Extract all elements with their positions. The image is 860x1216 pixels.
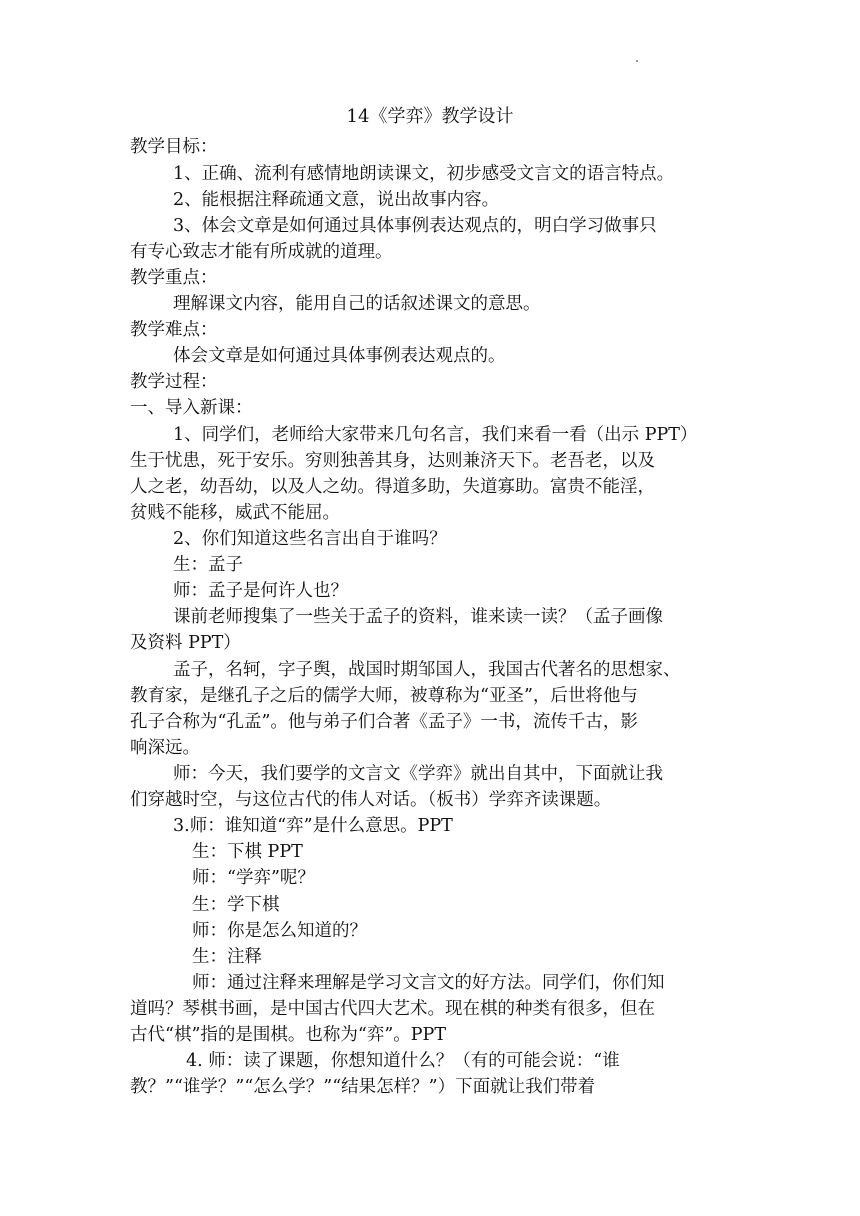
document-title: 14《学弈》教学设计 — [346, 106, 514, 127]
difficulty-text: 体会文章是如何通过具体事例表达观点的。 — [173, 346, 506, 366]
paragraph-line: 教育家，是继孔子之后的儒学大师，被尊称为“亚圣”，后世将他与 — [130, 686, 638, 706]
paragraph-line: 响深远。 — [130, 738, 200, 758]
objective-1: 1、正确、流利有感情地朗读课文，初步感受文言文的语言特点。 — [173, 164, 675, 184]
paragraph-line: 4. 师：读了课题，你想知道什么？（有的可能会说：“谁 — [186, 1051, 620, 1071]
paragraph-line: 们穿越时空，与这位古代的伟人对话。（板书）学弈齐读课题。 — [130, 790, 612, 810]
objective-3-cont: 有专心致志才能有所成就的道理。 — [130, 242, 393, 262]
paragraph-line: 师：今天，我们要学的文言文《学弈》就出自其中，下面就让我 — [173, 764, 663, 784]
objective-3: 3、体会文章是如何通过具体事例表达观点的，明白学习做事只 — [173, 216, 657, 236]
heading-key-points: 教学重点： — [130, 268, 218, 288]
paragraph-line: 师：通过注释来理解是学习文言文的好方法。同学们，你们知 — [192, 973, 665, 993]
paragraph-line: 孔子合称为“孔孟”。他与弟子们合著《孟子》一书，流传千古，影 — [130, 712, 638, 732]
dialogue-line: 3.师：谁知道“弈”是什么意思。PPT — [173, 816, 453, 836]
heading-difficulties: 教学难点： — [130, 320, 218, 340]
stray-dot — [636, 60, 638, 62]
dialogue-line: 师：“学弈”呢？ — [192, 868, 315, 888]
section-intro: 一、导入新课： — [130, 398, 253, 418]
dialogue-line: 生：下棋 PPT — [192, 842, 303, 862]
paragraph-line: 课前老师搜集了一些关于孟子的资料，谁来读一读？（孟子画像 — [173, 607, 663, 627]
key-point-text: 理解课文内容，能用自己的话叙述课文的意思。 — [173, 294, 541, 314]
paragraph-line: 古代“棋”指的是围棋。也称为“弈”。PPT — [130, 1025, 447, 1045]
paragraph-line: 及资料 PPT） — [130, 633, 241, 653]
objective-2: 2、能根据注释疏通文意，说出故事内容。 — [173, 190, 500, 210]
dialogue-line: 生：注释 — [192, 947, 262, 967]
paragraph-line: 教？”“谁学？”“怎么学？”“结果怎样？”）下面就让我们带着 — [130, 1077, 596, 1097]
paragraph-line: 1、同学们，老师给大家带来几句名言，我们来看一看（出示 PPT） — [173, 425, 698, 445]
paragraph-line: 2、你们知道这些名言出自于谁吗？ — [173, 529, 447, 549]
paragraph-line: 贫贱不能移，威武不能屈。 — [130, 503, 340, 523]
dialogue-line: 师：孟子是何许人也？ — [173, 581, 348, 601]
paragraph-line: 生于忧患，死于安乐。穷则独善其身，达则兼济天下。老吾老，以及 — [130, 451, 655, 471]
paragraph-line: 孟子，名轲，字子舆，战国时期邹国人，我国古代著名的思想家、 — [173, 660, 681, 680]
dialogue-line: 生：孟子 — [173, 555, 243, 575]
dialogue-line: 师：你是怎么知道的？ — [192, 921, 367, 941]
heading-objectives: 教学目标： — [130, 137, 218, 157]
heading-process: 教学过程： — [130, 372, 218, 392]
paragraph-line: 人之老，幼吾幼，以及人之幼。得道多助，失道寡助。富贵不能淫， — [130, 477, 655, 497]
paragraph-line: 道吗？琴棋书画，是中国古代四大艺术。现在棋的种类有很多，但在 — [130, 999, 655, 1019]
dialogue-line: 生：学下棋 — [192, 895, 280, 915]
